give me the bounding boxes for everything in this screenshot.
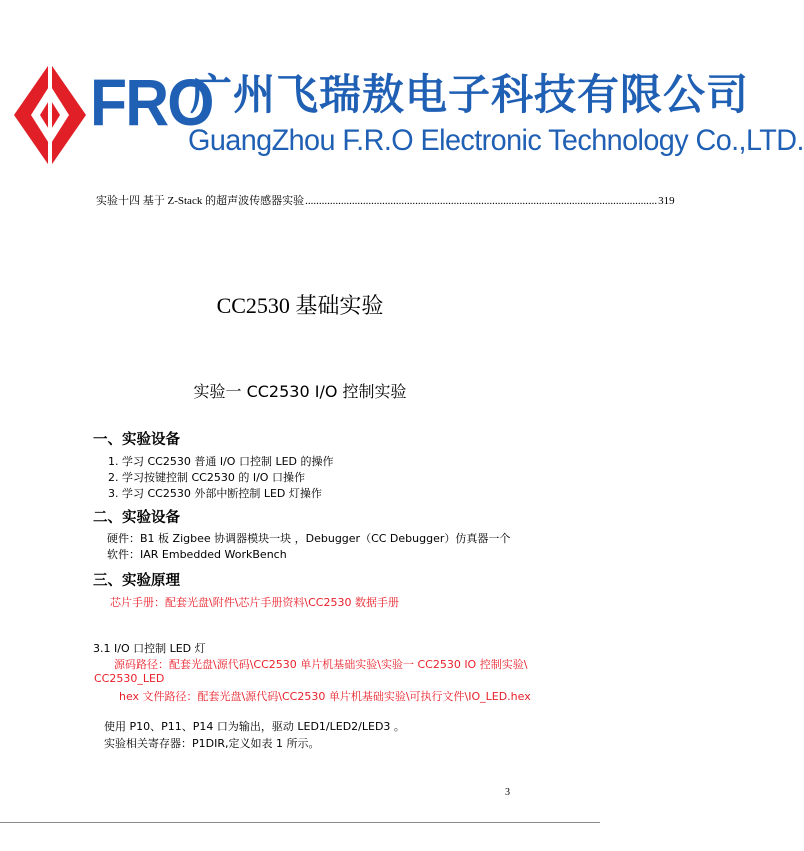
company-name-en: GuangZhou F.R.O Electronic Technology Co.,LTD.	[188, 124, 804, 157]
footer-divider	[0, 822, 600, 823]
list-item: 1. 学习 CC2530 普通 I/O 口控制 LED 的操作	[108, 455, 334, 468]
toc-leader-dots	[305, 195, 657, 207]
software-line: 软件：IAR Embedded WorkBench	[107, 548, 287, 561]
chip-manual-path: 芯片手册：配套光盘\附件\芯片手册资料\CC2530 数据手册	[110, 596, 399, 609]
subsection-title: 3.1 I/O 口控制 LED 灯	[93, 642, 206, 655]
section-heading-equipment-2: 二、实验设备	[93, 510, 180, 526]
body-text: 使用 P10、P11、P14 口为输出，驱动 LED1/LED2/LED3 。	[104, 720, 405, 733]
hardware-line: 硬件：B1 板 Zigbee 协调器模块一块 ，Debugger（CC Debugger）仿真器一个	[107, 532, 511, 545]
list-item: 2. 学习按键控制 CC2530 的 I/O 口操作	[108, 471, 305, 484]
list-item: 3. 学习 CC2530 外部中断控制 LED 灯操作	[108, 487, 322, 500]
logo-text: FRO	[90, 65, 213, 139]
hex-path-line: hex 文件路径：配套光盘\源代码\CC2530 单片机基础实验\可执行文件\IO_LED.hex	[119, 690, 531, 703]
company-name-cn: 广州飞瑞敖电子科技有限公司	[190, 70, 750, 119]
source-path-line2: CC2530_LED	[94, 672, 165, 685]
toc-entry[interactable]	[96, 192, 675, 208]
page-number: 3	[505, 787, 510, 798]
company-logo-icon	[14, 63, 86, 167]
source-path-line1: 源码路径：配套光盘\源代码\CC2530 单片机基础实验\实验一 CC2530 IO 控制实验\	[114, 658, 528, 671]
section-heading-principle: 三、实验原理	[93, 573, 180, 589]
toc-entry-title: 实验十四 基于 Z-Stack 的超声波传感器实验	[96, 195, 305, 207]
toc-entry-page: 319	[658, 195, 675, 207]
section-heading-equipment-1: 一、实验设备	[93, 432, 180, 448]
page-title: CC2530 基础实验	[216, 293, 384, 318]
body-text: 实验相关寄存器：P1DIR,定义如表 1 所示。	[104, 737, 320, 750]
experiment-title: 实验一 CC2530 I/O 控制实验	[193, 382, 407, 401]
